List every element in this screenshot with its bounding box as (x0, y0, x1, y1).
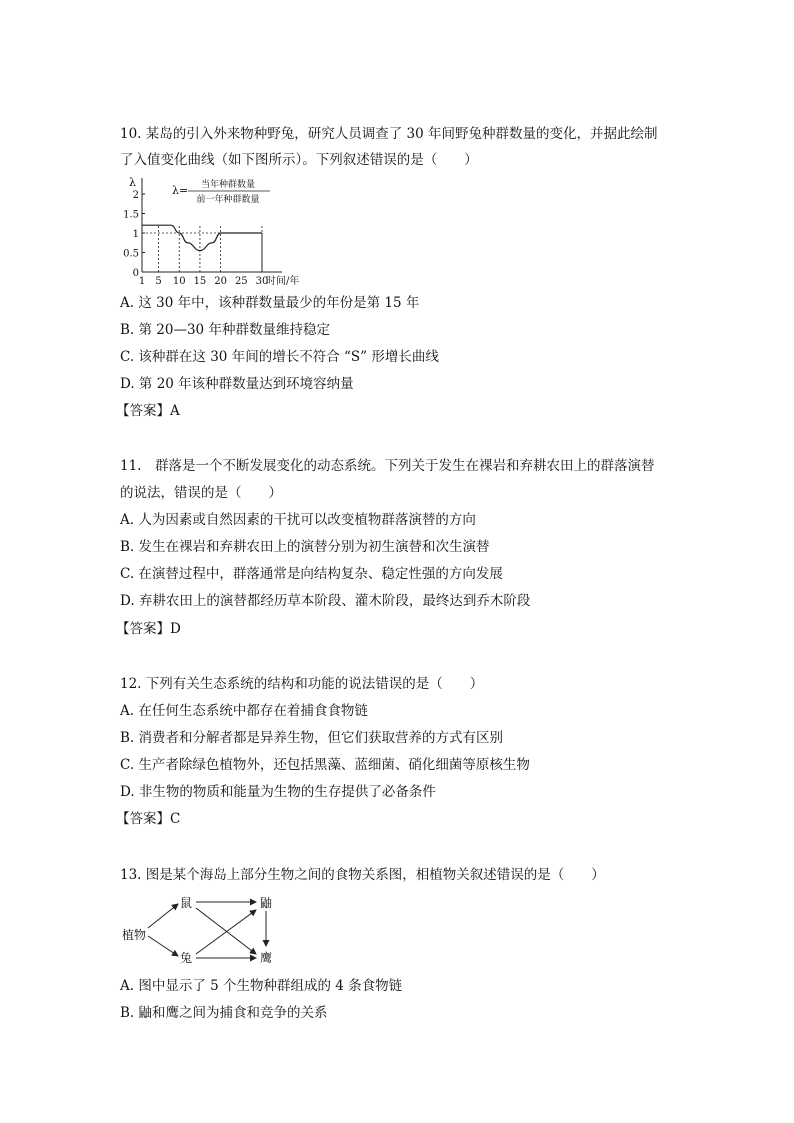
q11-option-c: C. 在演替过程中，群落通常是向结构复杂、稳定性强的方向发展 (120, 566, 503, 582)
y-tick-label: 0.5 (123, 248, 139, 260)
q11-stem-line1: 11. 群落是一个不断发展变化的动态系统。下列关于发生在裸岩和弃耕农田上的群落演替 (120, 458, 655, 474)
food-web-diagram (118, 890, 288, 970)
x-tick-label: 25 (234, 276, 248, 287)
x-tick-label: 1 (138, 276, 146, 287)
q10-option-d: D. 第 20 年该种群数量达到环境容纳量 (120, 376, 354, 392)
q11-option-b: B. 发生在裸岩和弃耕农田上的演替分别为初生演替和次生演替 (120, 539, 490, 555)
q10-option-b: B. 第 20—30 年种群数量维持稳定 (120, 322, 330, 338)
q12-stem-line1: 12. 下列有关生态系统的结构和功能的说法错误的是（ ） (120, 676, 484, 692)
q11-option-a: A. 人为因素或自然因素的干扰可以改变植物群落演替的方向 (120, 512, 476, 528)
node-plant: 植物 (122, 928, 147, 942)
formula-lambda: λ= (172, 184, 189, 197)
arrow-plant-mouse (148, 904, 178, 928)
q10-option-a: A. 这 30 年中，该种群数量最少的年份是第 15 年 (120, 295, 420, 311)
q12-option-a: A. 在任何生态系统中都存在着捕食食物链 (120, 703, 368, 719)
q12-answer: 【答案】C (116, 811, 181, 827)
y-tick-label: 1.5 (123, 209, 139, 221)
q11-answer: 【答案】D (116, 621, 181, 637)
x-tick-label: 10 (172, 276, 186, 287)
formula-denominator: 前一年种群数量 (196, 195, 260, 205)
q12-option-b: B. 消费者和分解者都是异养生物，但它们获取营养的方式有区别 (120, 730, 504, 746)
x-tick-label: 30 (255, 276, 269, 287)
node-eagle: 鹰 (260, 951, 273, 965)
q13-option-b: B. 鼬和鹰之间为捕食和竞争的关系 (120, 1005, 328, 1021)
q10-option-c: C. 该种群在这 30 年间的增长不符合 “S” 形增长曲线 (120, 349, 439, 365)
q10-answer: 【答案】A (116, 403, 180, 419)
node-mouse: 鼠 (180, 896, 193, 910)
x-axis-label: 时间/年 (266, 276, 300, 287)
q10-stem-line2: 了入值变化曲线（如下图所示）。下列叙述错误的是（ ） (120, 152, 478, 168)
y-axis-label: λ (129, 176, 136, 189)
q11-stem-line2: 的说法，错误的是（ ） (120, 485, 282, 501)
arrow-plant-rabbit (148, 936, 178, 956)
y-tick-label: 0 (132, 268, 139, 279)
q11-option-d: D. 弃耕农田上的演替都经历草本阶段、灌木阶段，最终达到乔木阶段 (120, 593, 531, 609)
q12-option-d: D. 非生物的物质和能量为生物的生存提供了必备条件 (120, 784, 436, 800)
lambda-series-line (142, 225, 262, 250)
q10-stem-line1: 10. 某岛的引入外来物种野兔，研究人员调查了 30 年间野兔种群数量的变化，并据此绘制 (120, 126, 658, 142)
x-tick-label: 15 (193, 276, 207, 287)
q13-stem-line1: 13. 图是某个海岛上部分生物之间的食物关系图，相植物关叙述错误的是（ ） (120, 867, 605, 883)
y-tick-label: 1 (132, 229, 139, 240)
node-weasel: 鼬 (260, 896, 273, 910)
lambda-chart (120, 172, 320, 292)
y-tick-label: 2 (132, 190, 139, 201)
node-rabbit: 兔 (180, 951, 193, 965)
q13-option-a: A. 图中显示了 5 个生物种群组成的 4 条食物链 (120, 978, 403, 994)
q12-option-c: C. 生产者除绿色植物外，还包括黑藻、蓝细菌、硝化细菌等原核生物 (120, 757, 530, 773)
x-tick-label: 5 (155, 276, 162, 287)
x-tick-label: 20 (214, 276, 227, 287)
formula-numerator: 当年种群数量 (200, 180, 256, 190)
